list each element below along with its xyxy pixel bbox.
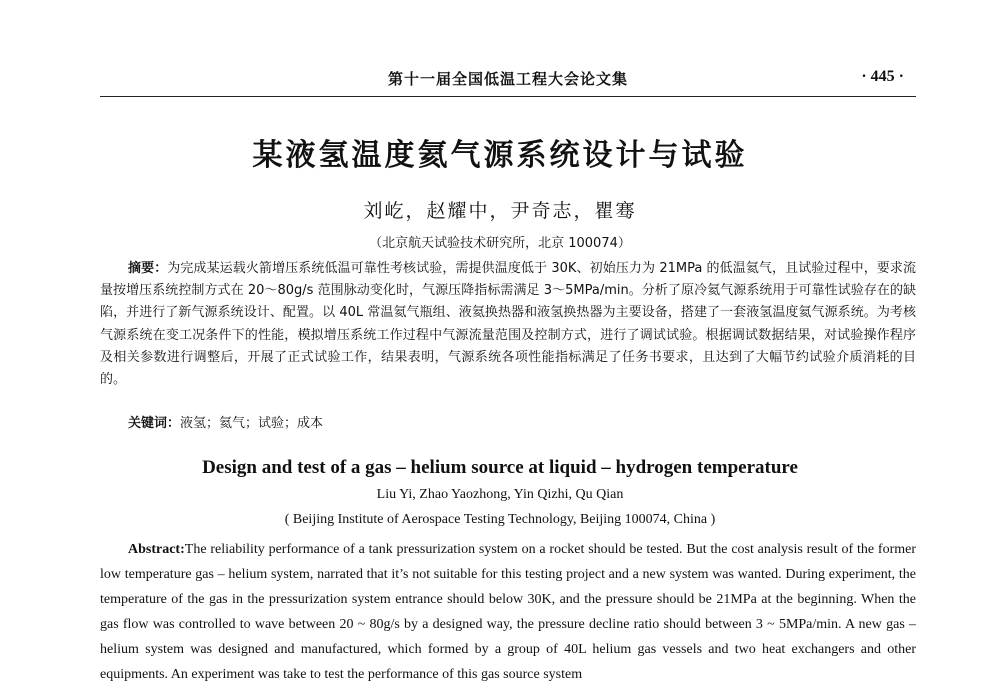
abstract-text-cn: 为完成某运载火箭增压系统低温可靠性考核试验，需提供温度低于 30K、初始压力为 21MPa 的低温氦气，且试验过程中，要求流量按增压系统控制方式在 20～80g/s 范围脉动变化时，气源压降指标需满足 3～5MPa/min。分析了原冷氦气源系统用于可靠性试验存在的缺陷，并进行了新气源系统设计、配置。以 40L 常温氦气瓶组、液氦换热器和液氢换热器为主要设备，搭建了一套液氢温度氦气源系统。为考核气源系统在变工况条件下的性能，模拟增压系统工作过程中气源流量范围及控制方式，进行了调试试验。根据调试数据结果，对试验操作程序及相关参数进行调整后，开展了正式试验工作，结果表明，气源系统各项性能指标满足了任务书要求，且达到了大幅节约试验介质消耗的目的。 [100, 261, 916, 388]
keywords-text-cn: 液氢；氦气；试验；成本 [180, 416, 324, 431]
abstract-en [100, 537, 916, 687]
affiliation-cn: （北京航天试验技术研究所，北京 100074） [369, 236, 631, 251]
paper-title-cn: 某液氢温度氦气源系统设计与试验 [252, 138, 748, 173]
keywords-label-cn: 关键词： [128, 416, 181, 431]
page-number: · 445 · [861, 68, 904, 85]
abstract-label-en: Abstract: [128, 542, 185, 557]
authors-cn: 刘屹，赵耀中，尹奇志，瞿骞 [363, 200, 637, 222]
abstract-label-cn: 摘要： [128, 261, 168, 276]
paper-title-en: Design and test of a gas – helium source at liquid – hydrogen temperature [202, 457, 798, 478]
abstract-cn [100, 258, 916, 391]
abstract-text-en: The reliability performance of a tank pressurization system on a rocket should be tested. But the cost analysis result of the former low temperature gas – helium system, narrated that it’s not suitable for this testing project and a new system was wanted. During experiment, the temperature of the gas in the pressurization system entrance should below 30K, and the pressure should be 21MPa at the beginning. When the gas flow was controlled to wave between 20 ~ 80g/s by a designed way, the pressure decline ratio should between 3 ~ 5MPa/min. A new gas – helium system was designed and manufactured, which formed by a group of 40L helium gas vessels and two heat exchangers and other equipments. An experiment was take to test the performance of this gas source system [100, 542, 916, 682]
running-header [100, 64, 916, 97]
affiliation-en: ( Beijing Institute of Aerospace Testing Technology, Beijing 100074, China ) [284, 512, 716, 527]
conference-title: 第十一届全国低温工程大会论文集 [387, 70, 628, 88]
authors-en: Liu Yi, Zhao Yaozhong, Yin Qizhi, Qu Qian [376, 487, 624, 502]
keywords-cn [100, 412, 916, 431]
